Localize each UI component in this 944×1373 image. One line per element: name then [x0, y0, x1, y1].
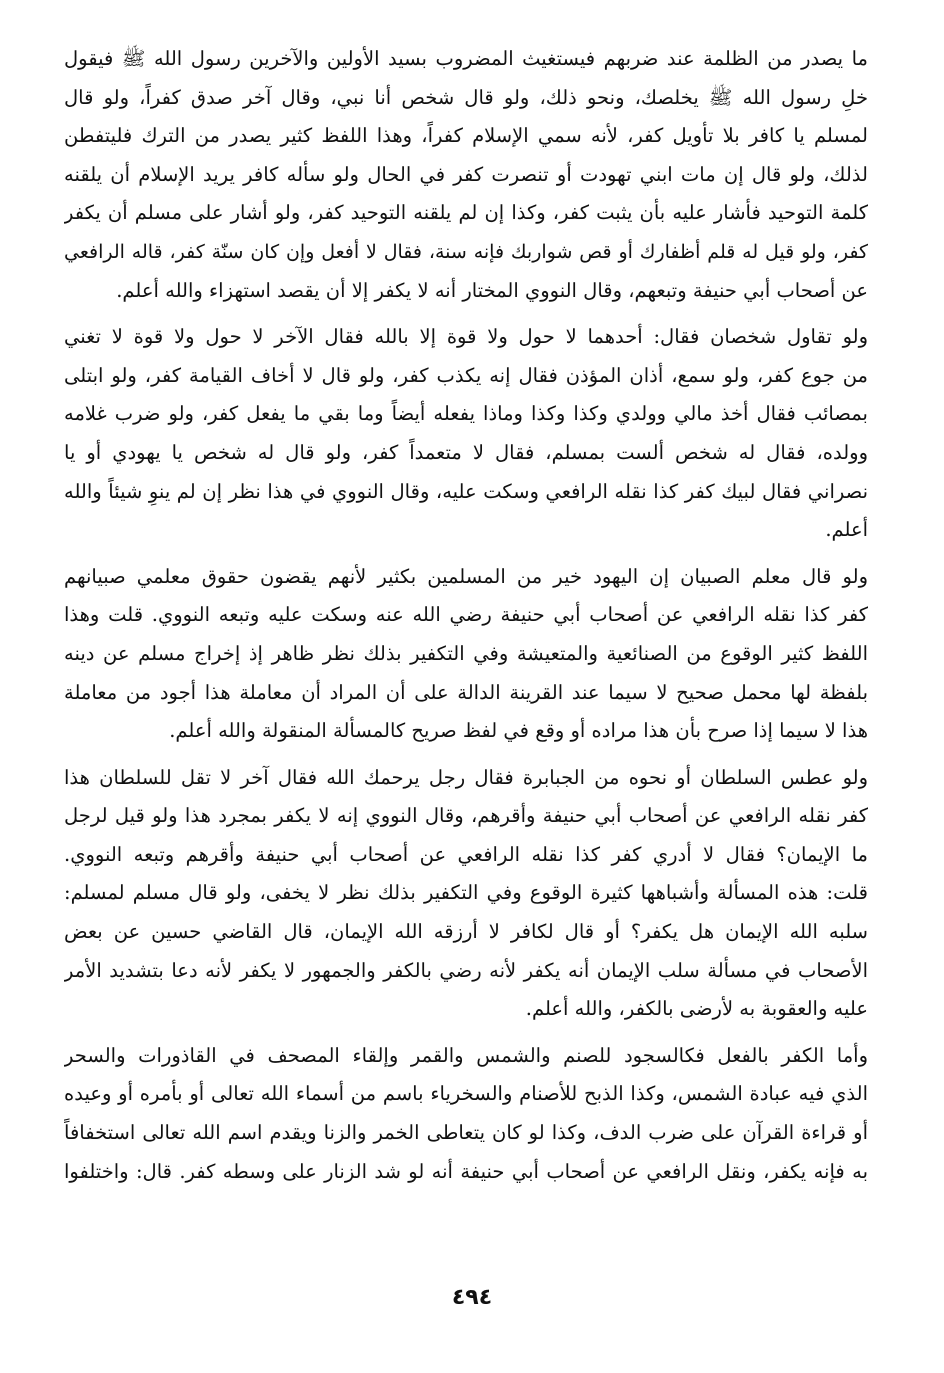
text-line: من جوع كفر، ولو سمع، أذان المؤذن فقال إنه يكذب كفر، ولو قال لا أخاف القيامة كفر، ولو ابتلى: [64, 363, 868, 387]
paragraph-5: [64, 1037, 868, 1191]
text-line: لذلك، ولو قال إن مات ابني تهودت أو تنصرت كفر في الحال ولو سأله كافر يريد الإسلام أن يلقنه: [64, 162, 868, 186]
text-line: وولده، فقال له شخص ألست بمسلم، فقال لا متعمداً كفر، ولو قال له شخص يا يهودي أو يا: [64, 440, 868, 464]
text-line: وأما الكفر بالفعل فكالسجود للصنم والشمس والقمر وإلقاء المصحف في القاذورات والسحر: [64, 1043, 868, 1067]
text-line: عليه والعقوبة به لأرضى بالكفر، والله أعلم.: [525, 997, 868, 1021]
paragraph-1: [64, 40, 868, 310]
text-line: اللفظ كثير الوقوع من الصنائعية والمتعيشة وفي التكفير بذلك نظر ظاهر إذ إخراج مسلم عن دينه: [64, 641, 868, 665]
text-line: بلفظة لها محمل صحيح لا سيما عند القرينة الدالة على أن المراد أن معاملة هذا أجود من معاملة: [64, 680, 868, 704]
text-line: ولو تقاول شخصان فقال: أحدهما لا حول ولا قوة إلا بالله فقال الآخر لا حول ولا قوة لا تغني: [64, 325, 868, 349]
text-line: كفر، ولو قيل له قلم أظفارك أو قص شواربك فإنه سنة، فقال لا أفعل وإن كان سنّة كفر، قاله الرافعي: [64, 240, 868, 263]
text-line: هذا لا سيما إذا صرح بأن هذا مراده أو وقع في لفظ صريح كالمسألة المنقولة والله أعلم.: [169, 719, 868, 743]
text-line: كفر نقله الرافعي عن أصحاب أبي حنيفة وأقرهم، وقال النووي إنه لا يكفر بمجرد هذا ولو قيل لرجل: [64, 804, 868, 828]
text-line: كفر كذا نقله الرافعي عن أصحاب أبي حنيفة رضي الله عنه وسكت عليه وتبعه النووي. قلت وهذا: [64, 603, 868, 627]
text-line: الذي فيه عبادة الشمس، وكذا الذبح للأصنام والسخرياء باسم من أسماء الله تعالى أو بأمره أو وعيده: [64, 1082, 868, 1106]
text-line: بمصائب فقال أخذ مالي وولدي وكذا وكذا وماذا يفعله أيضاً وما بقي ما يفعل كفر، ولو ضرب غلامه: [64, 402, 868, 426]
page-number: ٤٩٤: [451, 1285, 493, 1310]
text-line: عن أصحاب أبي حنيفة وتبعهم، وقال النووي المختار أنه لا يكفر إلا أن يقصد استهزاء والله أعلم.: [116, 278, 868, 302]
page-body: [64, 40, 868, 1199]
text-line: خلِ رسول الله ﷺ يخلصك، ونحو ذلك، ولو قال شخص أنا نبي، وقال آخر صدق كفراً، ولو قال: [64, 85, 868, 109]
text-line: الأصحاب في مسألة سلب الإيمان أنه يكفر لأنه رضي بالكفر والجمهور لا يكفر لأنه دعا بتشديد الأمر: [64, 958, 868, 982]
paragraph-2: [64, 318, 868, 550]
text-line: ما يصدر من الظلمة عند ضربهم فيستغيث المضروب بسيد الأولين والآخرين رسول الله ﷺ فيقول: [64, 47, 868, 70]
text-line: ما الإيمان؟ فقال لا أدري كفر كذا نقله الرافعي عن أصحاب أبي حنيفة وأقرهم وتبعه النووي.: [64, 842, 868, 866]
text-line: أو قراءة القرآن على ضرب الدف، وكذا لو كان يتعاطى الخمر والزنا ويقدم اسم الله تعالى استخفافاً: [64, 1121, 868, 1145]
text-line: نصراني فقال لبيك كفر كذا نقله الرافعي وسكت عليه، وقال النووي في هذا نظر إن لم ينوِ شيئاً والله: [64, 479, 868, 503]
paragraph-4: [64, 759, 868, 1029]
text-line: ولو قال معلم الصبيان إن اليهود خير من المسلمين بكثير لأنهم يقضون حقوق معلمي صبيانهم: [64, 564, 868, 588]
text-line: ولو عطس السلطان أو نحوه من الجبابرة فقال رجل يرحمك الله فقال آخر لا تقل للسلطان هذا: [64, 765, 868, 789]
text-line: أعلم.: [825, 518, 868, 542]
text-line: سلبه الله الإيمان هل يكفر؟ أو قال لكافر لا أرزقه الله الإيمان، قال القاضي حسين عن بعض: [64, 920, 868, 944]
text-line: به فإنه يكفر، ونقل الرافعي عن أصحاب أبي حنيفة أنه لو شد الزنار على وسطه كفر. قال: واختلفوا: [64, 1159, 868, 1183]
text-line: لمسلم يا كافر بلا تأويل كفر، لأنه سمي الإسلام كفراً، وهذا اللفظ كثير يصدر من الترك فليتفطن: [64, 124, 868, 148]
paragraph-3: [64, 558, 868, 751]
text-line: قلت: هذه المسألة وأشباهها كثيرة الوقوع وفي التكفير بذلك نظر لا يخفى، ولو قال مسلم لمسلم:: [64, 881, 868, 905]
text-line: كلمة التوحيد فأشار عليه بأن يثبت كفر، وكذا إن لم يلقنه التوحيد كفر، ولو أشار على مسلم أن يكفر: [64, 201, 868, 225]
